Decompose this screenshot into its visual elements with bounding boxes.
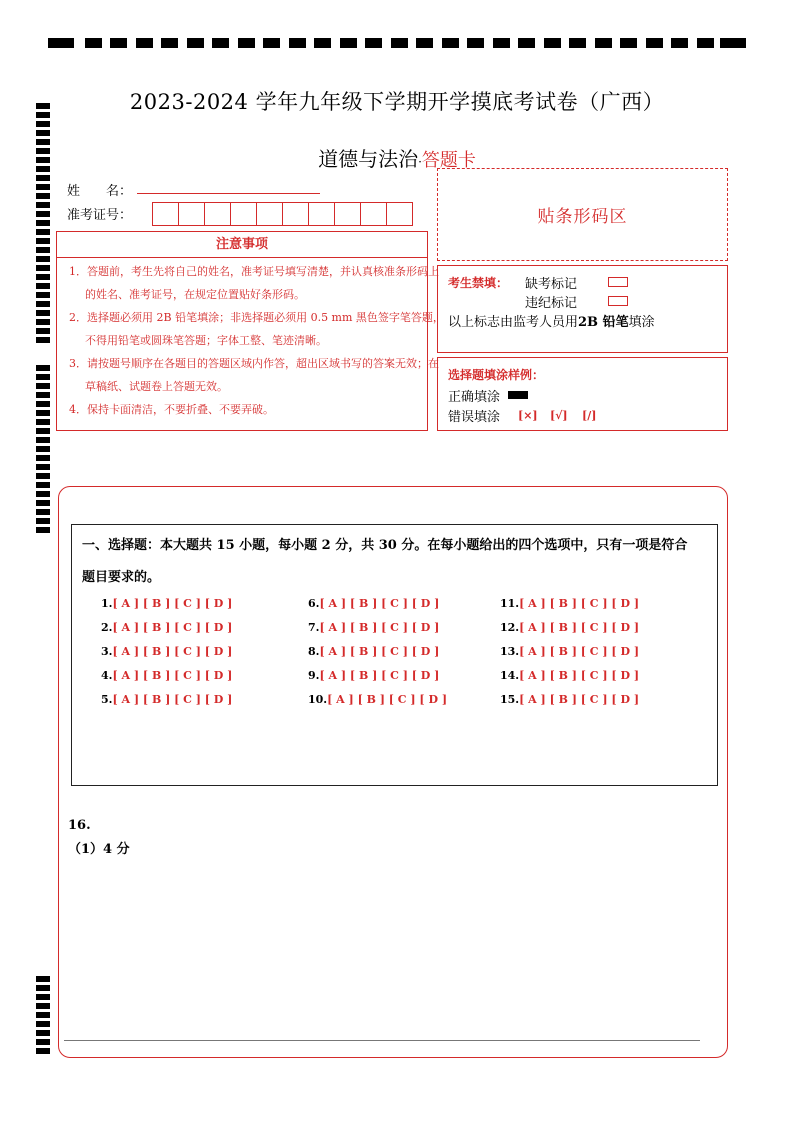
- answer-options[interactable]: [ A ] [ B ] [ C ] [ D ]: [319, 621, 440, 634]
- answer-card-label: 答题卡: [421, 150, 476, 171]
- question-number: 4.: [101, 669, 113, 682]
- question-number: 9.: [308, 669, 320, 682]
- absent-label: 缺考标记: [525, 277, 578, 292]
- notice-item: 2．选择题必须用 2B 铅笔填涂；非选择题必须用 0.5 mm 黑色签字笔答题，不得用铅笔或圆珠笔答题；字体工整、笔迹清晰。: [69, 311, 444, 347]
- notice-item: 3．请按题号顺序在各题目的答题区域内作答，超出区域书写的答案无效；在草稿纸、试题卷上答题无效。: [69, 357, 439, 393]
- answer-options[interactable]: [ A ] [ B ] [ C ] [ D ]: [519, 693, 640, 706]
- notice-item: 1．答题前，考生先将自己的姓名，准考证号填写清楚，并认真核准条形码上的姓名、准考证号，在规定位置贴好条形码。: [69, 265, 439, 301]
- notice-heading: 注意事项: [57, 232, 427, 258]
- answer-options[interactable]: [ A ] [ B ] [ C ] [ D ]: [519, 645, 640, 658]
- answer-options[interactable]: [ A ] [ B ] [ C ] [ D ]: [112, 669, 233, 682]
- mc-question-row[interactable]: [500, 621, 639, 634]
- question-number: 8.: [308, 645, 320, 658]
- question-number: 11.: [500, 597, 520, 610]
- proctor-note-bold: 2B 铅笔: [578, 315, 629, 330]
- wrong-mark-slash: [/]: [582, 409, 597, 422]
- question-number: 15.: [500, 693, 520, 706]
- answer-options[interactable]: [ A ] [ B ] [ C ] [ D ]: [519, 621, 640, 634]
- mc-question-row[interactable]: [308, 597, 439, 610]
- violation-label: 违纪标记: [525, 296, 578, 311]
- answer-options[interactable]: [ A ] [ B ] [ C ] [ D ]: [519, 597, 640, 610]
- mc-question-row[interactable]: [101, 645, 232, 658]
- question-number: 12.: [500, 621, 520, 634]
- wrong-fill-label: 错误填涂: [448, 410, 501, 425]
- name-field[interactable]: [137, 193, 320, 194]
- mc-question-row[interactable]: [308, 621, 439, 634]
- answer-options[interactable]: [ A ] [ B ] [ C ] [ D ]: [112, 645, 233, 658]
- question-number: 10.: [308, 693, 328, 706]
- question-number: 2.: [101, 621, 113, 634]
- answer-options[interactable]: [ A ] [ B ] [ C ] [ D ]: [519, 669, 640, 682]
- mc-question-row[interactable]: [308, 645, 439, 658]
- notice-box: [56, 231, 444, 431]
- answer-options[interactable]: [ A ] [ B ] [ C ] [ D ]: [112, 693, 233, 706]
- mc-question-row[interactable]: [308, 693, 447, 706]
- question-number: 6.: [308, 597, 320, 610]
- proctor-note-suffix: 填涂: [628, 315, 655, 330]
- fill-sample-box: [437, 357, 728, 431]
- question-number: 7.: [308, 621, 320, 634]
- answer-options[interactable]: [ A ] [ B ] [ C ] [ D ]: [319, 597, 440, 610]
- mc-question-row[interactable]: [500, 669, 639, 682]
- wrong-mark-check: [√]: [550, 409, 568, 422]
- question-number: 5.: [101, 693, 113, 706]
- correct-fill-mark: [508, 391, 528, 399]
- mc-question-row[interactable]: [500, 645, 639, 658]
- top-timing-marks: [48, 38, 748, 52]
- violation-mark-box[interactable]: [608, 296, 628, 306]
- barcode-area: 贴条形码区: [437, 168, 728, 261]
- subject-sep: ·: [418, 155, 422, 169]
- mc-question-row[interactable]: [500, 597, 639, 610]
- exam-id-boxes[interactable]: [152, 202, 413, 226]
- proctor-only-title: 考生禁填：: [448, 276, 509, 290]
- proctor-note: [448, 311, 655, 330]
- absent-mark-box[interactable]: [608, 277, 628, 287]
- name-label: 姓 名：: [67, 184, 133, 199]
- mc-question-row[interactable]: [101, 693, 232, 706]
- notice-item: 4．保持卡面清洁，不要折叠、不要弄破。: [69, 403, 274, 416]
- question-number: 3.: [101, 645, 113, 658]
- subject-name: 道德与法治: [318, 147, 419, 171]
- answer-options[interactable]: [ A ] [ B ] [ C ] [ D ]: [319, 669, 440, 682]
- mc-question-row[interactable]: [101, 621, 232, 634]
- mc-question-row[interactable]: [101, 669, 232, 682]
- question-16-number: 16.: [68, 818, 91, 833]
- mc-question-row[interactable]: [500, 693, 639, 706]
- proctor-note-prefix: 以上标志由监考人员用: [448, 315, 579, 330]
- question-number: 14.: [500, 669, 520, 682]
- writing-line[interactable]: [64, 1040, 700, 1041]
- answer-options[interactable]: [ A ] [ B ] [ C ] [ D ]: [112, 621, 233, 634]
- wrong-mark-cross: [×]: [518, 409, 538, 422]
- answer-options[interactable]: [ A ] [ B ] [ C ] [ D ]: [319, 645, 440, 658]
- mc-question-row[interactable]: [308, 669, 439, 682]
- page-title: 2023-2024 学年九年级下学期开学摸底考试卷（广西）: [129, 90, 665, 114]
- fill-sample-title: 选择题填涂样例：: [448, 368, 545, 382]
- answer-options[interactable]: [ A ] [ B ] [ C ] [ D ]: [112, 597, 233, 610]
- mc-instruction-cont: 题目要求的。: [82, 570, 161, 585]
- question-number: 1.: [101, 597, 113, 610]
- proctor-only-box: [437, 265, 728, 353]
- correct-fill-label: 正确填涂: [448, 390, 501, 405]
- mc-question-row[interactable]: [101, 597, 232, 610]
- answer-options[interactable]: [ A ] [ B ] [ C ] [ D ]: [327, 693, 448, 706]
- question-number: 13.: [500, 645, 520, 658]
- mc-instruction: 一、选择题：本大题共 15 小题，每小题 2 分，共 30 分。在每小题给出的四个选项中，只有一项是符合: [82, 538, 688, 553]
- question-16-part-1: （1）4 分: [68, 842, 130, 857]
- id-label: 准考证号：: [67, 208, 133, 223]
